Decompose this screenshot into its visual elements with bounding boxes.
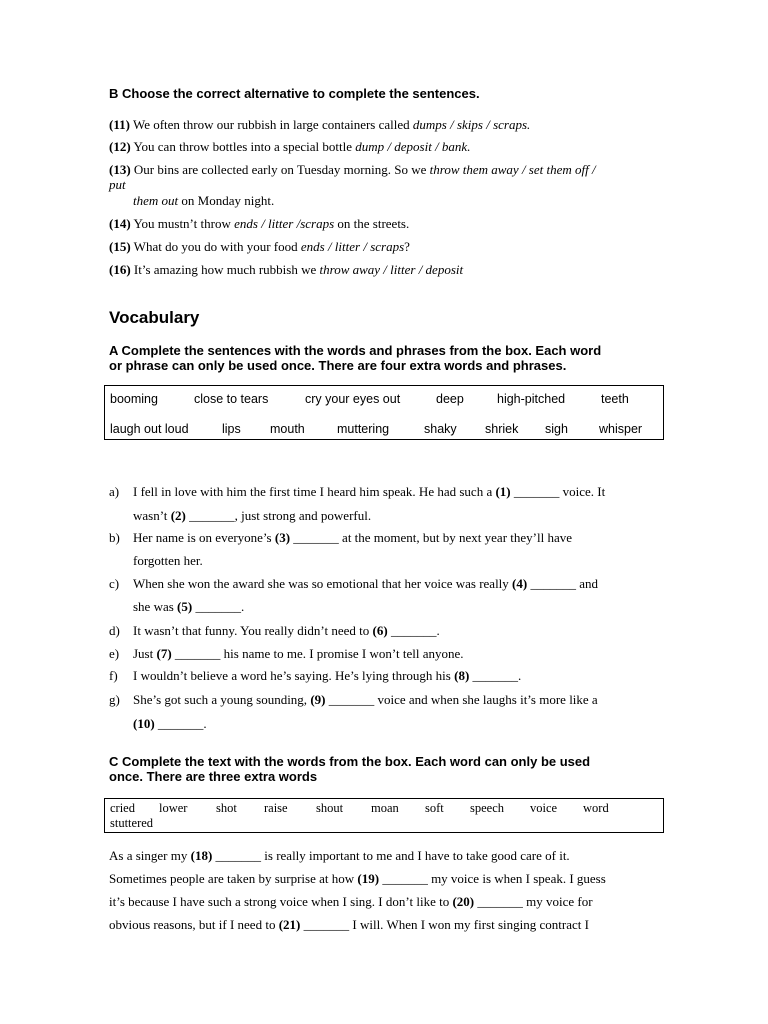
box-word: lower (159, 801, 188, 815)
box-word: moan (371, 801, 399, 815)
box-word: whisper (599, 422, 643, 436)
question-16: (16) It’s amazing how much rubbish we throw away / litter / deposit (109, 262, 464, 277)
box-word: shaky (424, 422, 457, 436)
box-word: raise (264, 801, 288, 815)
question-15: (15) What do you do with your food ends / litter / scraps? (109, 239, 410, 254)
sentence-marker: d) (109, 623, 120, 638)
question-13: (13) Our bins are collected early on Tuesday morning. So we throw them away / set them off / (109, 162, 596, 177)
word-box-a (104, 385, 664, 440)
sentence-g-line-2: (10) _______. (133, 716, 207, 731)
section-c-heading-line-1: C Complete the text with the words from the box. Each word can only be used (109, 754, 591, 769)
question-12: (12) You can throw bottles into a special bottle dump / deposit / bank. (109, 139, 471, 154)
sentence-a-line-2: wasn’t (2) _______, just strong and powerful. (133, 508, 372, 523)
box-word: voice (530, 801, 558, 815)
section-a-heading-line-1: A Complete the sentences with the words and phrases from the box. Each word (109, 343, 602, 358)
sentence-marker: e) (109, 646, 120, 661)
question-14: (14) You mustn’t throw ends / litter /scraps on the streets. (109, 216, 410, 231)
section-c-heading-line-2: once. There are three extra words (109, 769, 318, 784)
box-word: sigh (545, 422, 568, 436)
box-word: laugh out loud (110, 422, 189, 436)
sentence-marker: g) (109, 692, 120, 707)
box-word: teeth (601, 392, 629, 406)
box-word: soft (425, 801, 444, 815)
sentence-b-line-1: Her name is on everyone’s (3) _______ at the moment, but by next year they’ll have (133, 530, 573, 545)
box-word: stuttered (110, 816, 154, 830)
box-word: shriek (485, 422, 519, 436)
box-word: cry your eyes out (305, 392, 401, 406)
text-line-1: As a singer my (18) _______ is really important to me and I have to take good care of it. (109, 848, 570, 863)
sentence-marker: b) (109, 530, 120, 545)
box-word: speech (470, 801, 505, 815)
box-word: shot (216, 801, 237, 815)
box-word: mouth (270, 422, 305, 436)
section-a-heading-line-2: or phrase can only be used once. There are four extra words and phrases. (109, 358, 567, 373)
question-11: (11) We often throw our rubbish in large containers called dumps / skips / scraps. (109, 117, 531, 132)
sentence-g-line-1: She’s got such a young sounding, (9) _______ voice and when she laughs it’s more like a (133, 692, 598, 707)
sentence-marker: c) (109, 576, 120, 591)
box-word: muttering (337, 422, 390, 436)
sentence-b-line-2: forgotten her. (133, 553, 203, 568)
box-word: close to tears (194, 392, 269, 406)
question-13-cont-1: put (109, 177, 126, 192)
text-line-4: obvious reasons, but if I need to (21) _______ I will. When I won my first singing contract I (109, 917, 589, 932)
box-word: word (583, 801, 609, 815)
word-box-c (104, 798, 664, 833)
question-13-cont-2: them out on Monday night. (133, 193, 275, 208)
sentence-a-line-1: I fell in love with him the first time I heard him speak. He had such a (1) _______ voice. It (133, 484, 606, 499)
box-word: deep (436, 392, 464, 406)
sentence-c-line-1: When she won the award she was so emotional that her voice was really (4) _______ and (133, 576, 598, 591)
text-line-3: it’s because I have such a strong voice when I sing. I don’t like to (20) _______ my voice for (109, 894, 593, 909)
box-word: shout (316, 801, 344, 815)
text-line-2: Sometimes people are taken by surprise at how (19) _______ my voice is when I speak. I guess (109, 871, 606, 886)
box-word: high-pitched (497, 392, 566, 406)
vocabulary-title: Vocabulary (109, 308, 200, 327)
sentence-marker: f) (109, 668, 118, 683)
sentence-e-line-1: Just (7) _______ his name to me. I promise I won’t tell anyone. (133, 646, 464, 661)
sentence-d-line-1: It wasn’t that funny. You really didn’t need to (6) _______. (133, 623, 440, 638)
sentence-c-line-2: she was (5) _______. (133, 599, 245, 614)
box-word: booming (110, 392, 158, 406)
box-word: lips (222, 422, 241, 436)
sentence-marker: a) (109, 484, 120, 499)
section-b-heading: B Choose the correct alternative to complete the sentences. (109, 86, 480, 101)
sentence-f-line-1: I wouldn’t believe a word he’s saying. He’s lying through his (8) _______. (133, 668, 522, 683)
box-word: cried (110, 801, 135, 815)
